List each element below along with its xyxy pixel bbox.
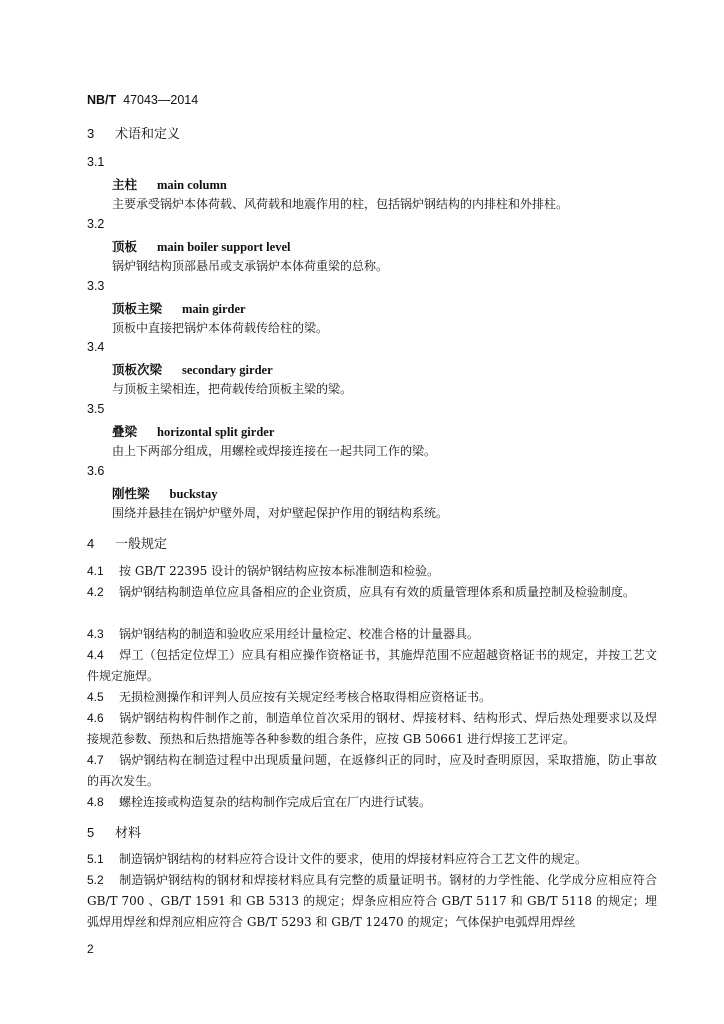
clause-paragraph: 4.4 焊工（包括定位焊工）应具有相应操作资格证书，其施焊范围不应超越资格证书的规定，并按工艺文件规定施焊。 [87,648,657,683]
term-en: buckstay [169,487,218,501]
term-entry [112,360,273,378]
standard-prefix: NB/T [87,93,117,107]
section-heading-4: 4 一般规定 [87,536,168,552]
term-en: main column [157,178,227,192]
clause-number: 3.2 [87,217,105,231]
term-zh: 刚性梁 [112,486,150,501]
term-zh: 主柱 [112,177,138,192]
term-entry [112,299,246,317]
clause-number: 3.4 [87,340,105,354]
section-title: 术语和定义 [115,127,181,142]
term-definition: 主要承受锅炉本体荷载、风荷载和地震作用的柱，包括锅炉钢结构的内排柱和外排柱。 [112,197,569,211]
clause-paragraph: 4.8 螺栓连接或构造复杂的结构制作完成后宜在厂内进行试装。 [87,795,432,809]
term-en: horizontal split girder [157,425,275,439]
clause-paragraph: 4.7 锅炉钢结构在制造过程中出现质量问题，在返修纠正的同时，应及时查明原因，采取措施，防止事故的再次发生。 [87,753,657,788]
clause-paragraph: 4.6 锅炉钢结构构件制作之前，制造单位首次采用的钢材、焊接材料、结构形式、焊后热处理要求以及焊接规范参数、预热和后热措施等各种参数的组合条件，应按 GB 50661 进行焊接工艺评定。 [87,711,657,746]
term-zh: 顶板次梁 [112,362,163,377]
clause-number: 3.6 [87,464,105,478]
clause-paragraph: 5.1 制造锅炉钢结构的材料应符合设计文件的要求，使用的焊接材料应符合工艺文件的规定。 [87,852,588,866]
standard-number: 47043—2014 [123,93,199,107]
term-en: secondary girder [182,363,273,377]
clause-number: 3.3 [87,279,105,293]
term-en: main girder [182,302,246,316]
clause-paragraph: 4.5 无损检测操作和评判人员应按有关规定经考核合格取得相应资格证书。 [87,690,492,704]
term-entry [112,237,290,255]
clause-number: 3.5 [87,402,105,416]
clause-paragraph: 4.2 锅炉钢结构制造单位应具备相应的企业资质，应具有有效的质量管理体系和质量控制及检验制度。 [87,585,636,599]
clause-number: 3.1 [87,155,105,169]
term-definition: 锅炉钢结构顶部悬吊或支承锅炉本体荷重梁的总称。 [112,259,389,273]
clause-paragraph: 5.2 制造锅炉钢结构的钢材和焊接材料应具有完整的质量证明书。钢材的力学性能、化学成分应相应符合 GB/T 700 、GB/T 1591 和 GB 5313 的规定；焊条应相应符合 GB/T 5117 和 GB/T 5118 的规定；埋弧焊用焊丝和焊剂应相应符合 GB/T 5293 和 GB/T 12470 的规定；气体保护电弧焊用焊丝 [87,873,657,929]
term-entry [112,484,217,502]
term-entry [112,422,274,440]
term-zh: 叠梁 [112,424,138,439]
clause-paragraph: 4.1 按 GB/T 22395 设计的锅炉钢结构应按本标准制造和检验。 [87,564,440,578]
term-definition: 与顶板主梁相连，把荷载传给顶板主梁的梁。 [112,382,353,396]
section-heading-3: 3 术语和定义 [87,126,181,142]
clause-paragraph: 4.3 锅炉钢结构的制造和验收应采用经计量检定、校准合格的计量器具。 [87,627,480,641]
term-definition: 顶板中直接把锅炉本体荷载传给柱的梁。 [112,321,329,335]
section-title: 材料 [115,826,142,841]
term-entry [112,175,227,193]
section-heading-5: 5 材料 [87,825,142,841]
document-code [87,93,198,107]
term-en: main boiler support level [157,240,291,254]
term-zh: 顶板主梁 [112,301,163,316]
term-zh: 顶板 [112,239,138,254]
page-number: 2 [87,942,94,956]
term-definition: 由上下两部分组成，用螺栓或焊接连接在一起共同工作的梁。 [112,444,437,458]
section-title: 一般规定 [115,537,168,552]
term-definition: 围绕并悬挂在锅炉炉壁外周，对炉壁起保护作用的钢结构系统。 [112,506,449,520]
